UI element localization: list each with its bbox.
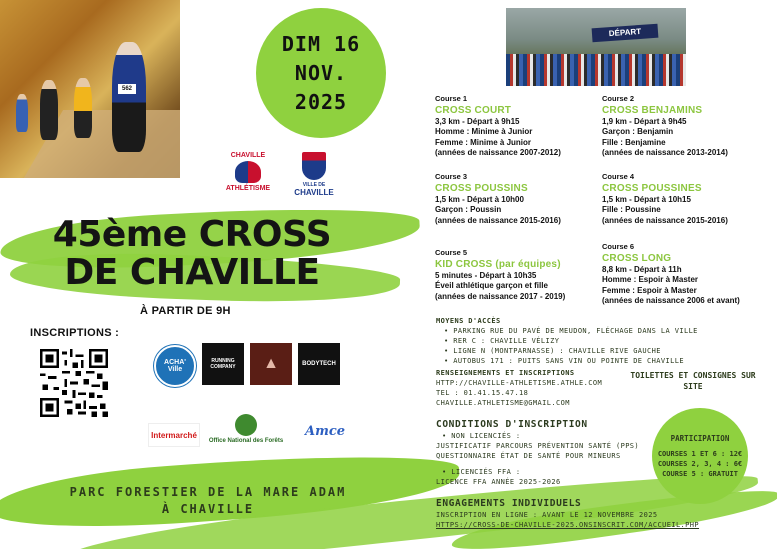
conditions-section bbox=[436, 418, 639, 487]
course-detail: (années de naissance 2007-2012) bbox=[435, 148, 561, 157]
course-detail: Femme : Minime à Junior bbox=[435, 137, 532, 147]
participation-heading: PARTICIPATION bbox=[670, 433, 730, 443]
course-name: CROSS BENJAMINS bbox=[602, 104, 703, 116]
sponsor-acha-ville: ACHA' Ville bbox=[154, 345, 196, 387]
shield-icon bbox=[302, 152, 326, 180]
access-section bbox=[436, 316, 698, 366]
start-time-subtitle: À PARTIR DE 9H bbox=[140, 305, 231, 317]
engagement-line: INSCRIPTION EN LIGNE : AVANT LE 12 NOVEMBRE 2025 bbox=[436, 511, 658, 519]
course-number: Course 3 bbox=[435, 172, 468, 181]
course-number: Course 1 bbox=[435, 94, 468, 103]
course-detail: 3,3 km - Départ à 9h15 bbox=[435, 116, 520, 126]
qr-code[interactable] bbox=[36, 347, 112, 419]
inscriptions-label: INSCRIPTIONS : bbox=[30, 327, 120, 339]
condition-line: QUESTIONNAIRE ÉTAT DE SANTÉ POUR MINEURS bbox=[436, 452, 621, 460]
course-name: KID CROSS (par équipes) bbox=[435, 258, 561, 270]
website-link[interactable]: HTTP://CHAVILLE-ATHLETISME.ATHLE.COM bbox=[436, 379, 603, 387]
leaf-icon bbox=[235, 414, 257, 436]
runner-black bbox=[40, 80, 58, 140]
depart-banner: DÉPART bbox=[592, 24, 659, 43]
course-5 bbox=[435, 248, 565, 302]
participation-line: COURSE 5 : GRATUIT bbox=[662, 469, 738, 478]
conditions-heading: CONDITIONS D'INSCRIPTION bbox=[436, 419, 588, 430]
event-title bbox=[22, 216, 362, 292]
contact-section bbox=[436, 368, 602, 408]
course-detail: 1,5 km - Départ à 10h00 bbox=[435, 194, 524, 204]
course-detail: Fille : Poussine bbox=[602, 205, 661, 214]
course-number: Course 4 bbox=[602, 172, 635, 181]
non-licencies-heading: • NON LICENCIÉS : bbox=[442, 431, 639, 441]
date-month: NOV. bbox=[294, 60, 348, 85]
onf-label: Office National des Forêts bbox=[208, 438, 284, 444]
course-number: Course 6 bbox=[602, 242, 635, 251]
venue-line-2: À CHAVILLE bbox=[161, 502, 255, 516]
course-detail: 8,8 km - Départ à 11h bbox=[602, 264, 682, 274]
course-detail: (années de naissance 2015-2016) bbox=[435, 215, 561, 225]
runners-crowd bbox=[506, 54, 686, 86]
runner-photo bbox=[0, 0, 180, 178]
participation-line: COURSES 2, 3, 4 : 6€ bbox=[657, 459, 743, 468]
engagements-heading: ENGAGEMENTS INDIVIDUELS bbox=[436, 498, 582, 509]
course-detail: Fille : Benjamine bbox=[602, 137, 666, 147]
ville-logo-top: VILLE DE bbox=[302, 181, 326, 188]
club-logo-bottom: ATHLÉTISME bbox=[225, 185, 271, 192]
course-detail: (années de naissance 2017 - 2019) bbox=[435, 291, 566, 301]
course-2 bbox=[602, 94, 728, 159]
runner-blue bbox=[112, 42, 146, 152]
course-detail: (années de naissance 2013-2014) bbox=[602, 148, 728, 157]
start-photo bbox=[506, 8, 686, 86]
ville-chaville-logo bbox=[292, 150, 336, 198]
mountain-icon: ▲ bbox=[263, 355, 279, 372]
course-detail: 5 minutes - Départ à 10h35 bbox=[435, 270, 537, 280]
course-detail: Homme : Espoir à Master bbox=[602, 275, 699, 284]
date-badge bbox=[256, 8, 386, 138]
course-detail: 1,9 km - Départ à 9h45 bbox=[602, 116, 687, 126]
course-name: CROSS LONG bbox=[602, 252, 672, 264]
course-4 bbox=[602, 172, 728, 226]
access-heading: MOYENS D'ACCÈS bbox=[436, 317, 501, 325]
club-logo-top: CHAVILLE bbox=[230, 152, 266, 159]
condition-line: JUSTIFICATIF PARCOURS PRÉVENTION SANTÉ (PPS) bbox=[436, 442, 640, 450]
email-link[interactable]: CHAVILLE.ATHLETISME@GMAIL.COM bbox=[436, 399, 570, 407]
qr-code-icon bbox=[38, 349, 110, 417]
ville-logo-bottom: CHAVILLE bbox=[294, 187, 334, 197]
course-detail: (années de naissance 2006 et avant) bbox=[602, 296, 740, 305]
sponsor-mountain-logo bbox=[250, 343, 292, 385]
access-item: • LIGNE N (MONTPARNASSE) : CHAVILLE RIVE GAUCHE bbox=[444, 346, 698, 356]
course-3 bbox=[435, 172, 561, 226]
phone-number: TEL : 01.41.15.47.18 bbox=[436, 389, 529, 397]
sponsor-intermarche: Intermarché bbox=[148, 423, 200, 447]
runner-small bbox=[16, 94, 28, 132]
course-detail: Femme : Espoir à Master bbox=[602, 285, 697, 295]
course-name: CROSS COURT bbox=[435, 104, 512, 116]
course-detail: 1,5 km - Départ à 10h15 bbox=[602, 194, 691, 204]
course-number: Course 5 bbox=[435, 248, 468, 257]
title-line-2: DE CHAVILLE bbox=[64, 252, 320, 293]
course-detail: Homme : Minime à Junior bbox=[435, 127, 533, 136]
course-detail: Garçon : Benjamin bbox=[602, 127, 674, 136]
sponsor-amce: Amce bbox=[304, 423, 346, 439]
sponsor-running-company: RUNNING COMPANY bbox=[202, 343, 244, 385]
access-item: • PARKING RUE DU PAVÉ DE MEUDON, FLÉCHAGE DANS LA VILLE bbox=[444, 326, 698, 336]
course-name: CROSS POUSSINS bbox=[435, 182, 528, 194]
condition-line: LICENCE FFA ANNÉE 2025-2026 bbox=[436, 478, 561, 486]
access-item: • AUTOBUS 171 : PUITS SANS VIN OU POINTE DE CHAVILLE bbox=[444, 356, 698, 366]
runner-figure-icon bbox=[235, 161, 261, 183]
access-item: • RER C : CHAVILLE VÉLIZY bbox=[444, 336, 698, 346]
runner-orange bbox=[74, 78, 92, 138]
licencies-heading: • LICENCIÉS FFA : bbox=[442, 467, 639, 477]
toilettes-note: TOILETTES ET CONSIGNES SUR SITE bbox=[630, 371, 756, 391]
course-detail: Garçon : Poussin bbox=[435, 205, 502, 214]
title-line-1: 45ème CROSS bbox=[52, 214, 332, 255]
bib-number: 562 bbox=[118, 84, 136, 94]
sponsor-onf bbox=[206, 410, 286, 448]
contact-heading: RENSEIGNEMENTS ET INSCRIPTIONS bbox=[436, 369, 575, 377]
course-1 bbox=[435, 94, 561, 159]
registration-link[interactable]: HTTPS://CROSS-DE-CHAVILLE-2025.ONSINSCRIT.COM/ACCUEIL.PHP bbox=[436, 521, 700, 529]
course-number: Course 2 bbox=[602, 94, 635, 103]
date-year: 2025 bbox=[294, 89, 348, 114]
course-name: CROSS POUSSINES bbox=[602, 182, 702, 194]
course-detail: Éveil athlétique garçon et fille bbox=[435, 281, 548, 290]
venue-line-1: PARC FORESTIER DE LA MARE ADAM bbox=[69, 485, 347, 499]
course-detail: (années de naissance 2015-2016) bbox=[602, 215, 728, 225]
participation-badge bbox=[652, 408, 748, 504]
date-day: DIM 16 bbox=[281, 31, 361, 56]
engagements-section bbox=[436, 497, 699, 530]
chaville-athletisme-logo bbox=[222, 146, 274, 198]
sponsor-bodytech: BODYTECH bbox=[298, 343, 340, 385]
venue bbox=[28, 484, 388, 518]
course-6 bbox=[602, 242, 740, 307]
participation-line: COURSES 1 ET 6 : 12€ bbox=[657, 449, 743, 458]
